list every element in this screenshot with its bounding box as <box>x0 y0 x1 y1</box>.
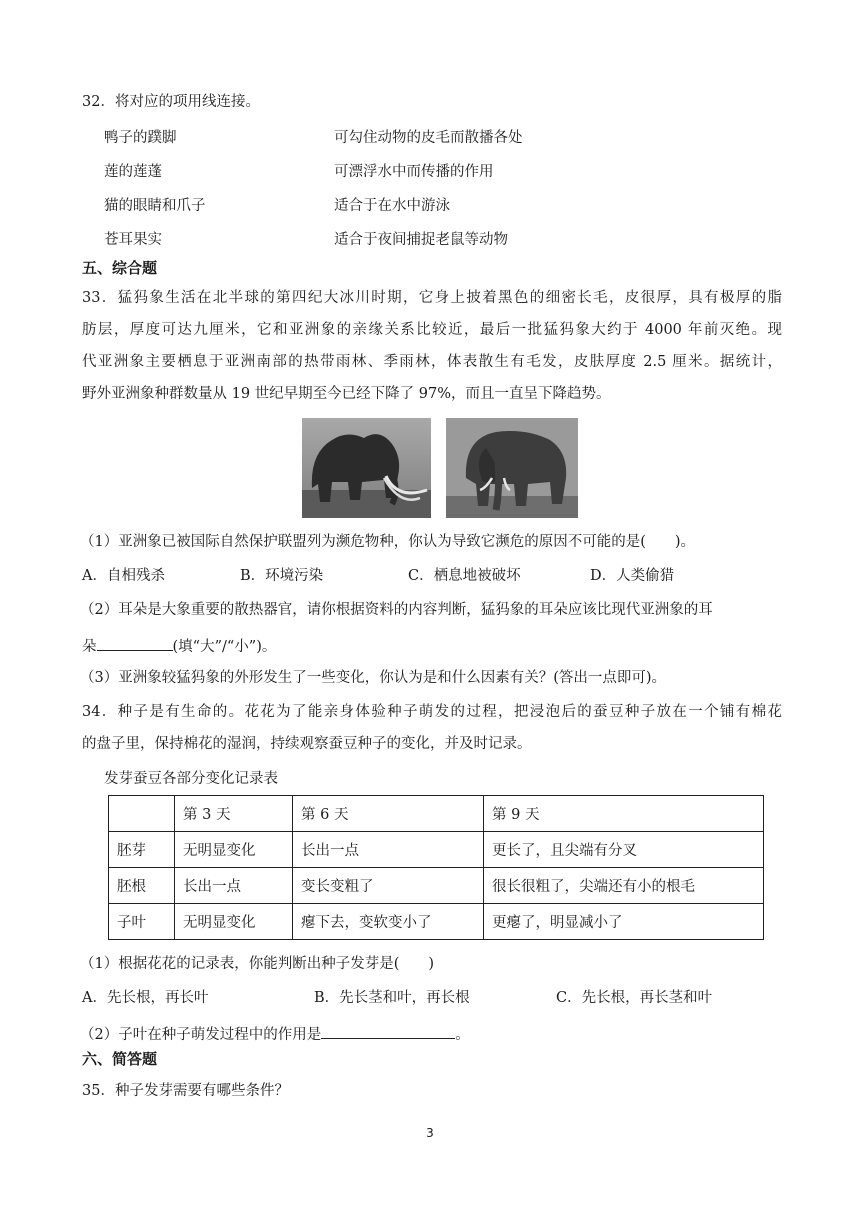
q33-sub1: （1）亚洲象已被国际自然保护联盟列为濒危物种，你认为导致它濒危的原因不可能的是( )。 <box>80 534 696 550</box>
match-right-item: 适合于在水中游泳 <box>334 198 450 214</box>
q33-passage <box>82 282 782 410</box>
q33-sub2-suffix: (填“大”/“小”)。 <box>172 639 277 655</box>
q33-passage-line: 代亚洲象主要栖息于亚洲南部的热带雨林、季雨林，体表散生有毛发，皮肤厚度 2.5 厘米。据统计， <box>82 354 782 370</box>
table-cell: 更瘪了，明显减小了 <box>484 904 764 940</box>
q33-sub2-line1: （2）耳朵是大象重要的散热器官，请你根据资料的内容判断，猛犸象的耳朵应该比现代亚洲象的耳 <box>80 602 713 618</box>
table-header-cell <box>109 796 175 832</box>
germination-record-table <box>108 795 764 940</box>
mammoth-photo <box>302 418 431 518</box>
table-header-cell: 第 3 天 <box>175 796 293 832</box>
q34-sub2 <box>80 1022 470 1045</box>
q33-sub2-prefix: 朵 <box>82 639 97 655</box>
page-number: 3 <box>426 1126 434 1140</box>
q33-passage-line: 33．猛犸象生活在北半球的第四纪大冰川时期，它身上披着黑色的细密长毛，皮很厚，具有极厚的脂 <box>82 290 782 306</box>
table-row <box>109 904 764 940</box>
match-left-item: 鸭子的蹼脚 <box>104 130 177 146</box>
match-right-item: 可勾住动物的皮毛而散播各处 <box>334 130 523 146</box>
q35-stem: 35．种子发芽需要有哪些条件？ <box>82 1083 289 1099</box>
match-right-item: 可漂浮水中而传播的作用 <box>334 164 494 180</box>
option-d: D．人类偷猎 <box>590 568 675 584</box>
q34-sub1: （1）根据花花的记录表，你能判断出种子发芽是( ) <box>80 956 435 972</box>
q33-passage-line: 野外亚洲象种群数量从 19 世纪早期至今已经下降了 97%，而且一直呈下降趋势。 <box>82 386 611 402</box>
table-row <box>109 868 764 904</box>
table-cell: 长出一点 <box>293 832 484 868</box>
section-heading-5: 五、综合题 <box>82 259 158 277</box>
match-left-item: 苍耳果实 <box>104 232 162 248</box>
table-cell: 胚根 <box>109 868 175 904</box>
section-heading-6: 六、简答题 <box>82 1050 158 1068</box>
q34-passage <box>82 696 782 760</box>
option-c: C．栖息地被破坏 <box>408 568 521 584</box>
table-cell: 变长变粗了 <box>293 868 484 904</box>
table-header-row <box>109 796 764 832</box>
match-right-item: 适合于夜间捕捉老鼠等动物 <box>334 232 508 248</box>
table-header-cell: 第 6 天 <box>293 796 484 832</box>
option-b: B．环境污染 <box>240 568 324 584</box>
table-cell: 子叶 <box>109 904 175 940</box>
q33-sub2-line2 <box>82 634 276 657</box>
answer-blank[interactable] <box>97 634 173 651</box>
table-cell: 无明显变化 <box>175 832 293 868</box>
asian-elephant-photo <box>446 418 578 518</box>
table-cell: 瘪下去，变软变小了 <box>293 904 484 940</box>
table-cell: 长出一点 <box>175 868 293 904</box>
table-cell: 胚芽 <box>109 832 175 868</box>
answer-blank[interactable] <box>321 1022 455 1039</box>
q34-sub2-prefix: （2）子叶在种子萌发过程中的作用是 <box>80 1027 322 1043</box>
q34-sub2-suffix: 。 <box>455 1027 470 1043</box>
option-b: B．先长茎和叶，再长根 <box>314 990 470 1006</box>
match-left-item: 猫的眼睛和爪子 <box>104 198 206 214</box>
table-header-cell: 第 9 天 <box>484 796 764 832</box>
table-cell: 无明显变化 <box>175 904 293 940</box>
table-cell: 很长很粗了，尖端还有小的根毛 <box>484 868 764 904</box>
option-c: C．先长根，再长茎和叶 <box>556 990 713 1006</box>
table-caption: 发芽蚕豆各部分变化记录表 <box>104 771 278 787</box>
q33-sub3: （3）亚洲象较猛犸象的外形发生了一些变化，你认为是和什么因素有关？(答出一点即可)。 <box>80 670 667 686</box>
q34-passage-line: 34．种子是有生命的。花花为了能亲身体验种子萌发的过程，把浸泡后的蚕豆种子放在一个铺有棉花 <box>82 704 782 720</box>
match-left-item: 莲的莲蓬 <box>104 164 162 180</box>
table-row <box>109 832 764 868</box>
q33-passage-line: 肪层，厚度可达九厘米，它和亚洲象的亲缘关系比较近，最后一批猛犸象大约于 4000 年前灭绝。现 <box>82 322 782 338</box>
option-a: A．自相残杀 <box>82 568 165 584</box>
q32-stem: 32．将对应的项用线连接。 <box>82 94 260 110</box>
option-a: A．先长根，再长叶 <box>82 990 209 1006</box>
table-cell: 更长了，且尖端有分叉 <box>484 832 764 868</box>
q34-passage-line: 的盘子里，保持棉花的湿润，持续观察蚕豆种子的变化，并及时记录。 <box>82 736 532 752</box>
